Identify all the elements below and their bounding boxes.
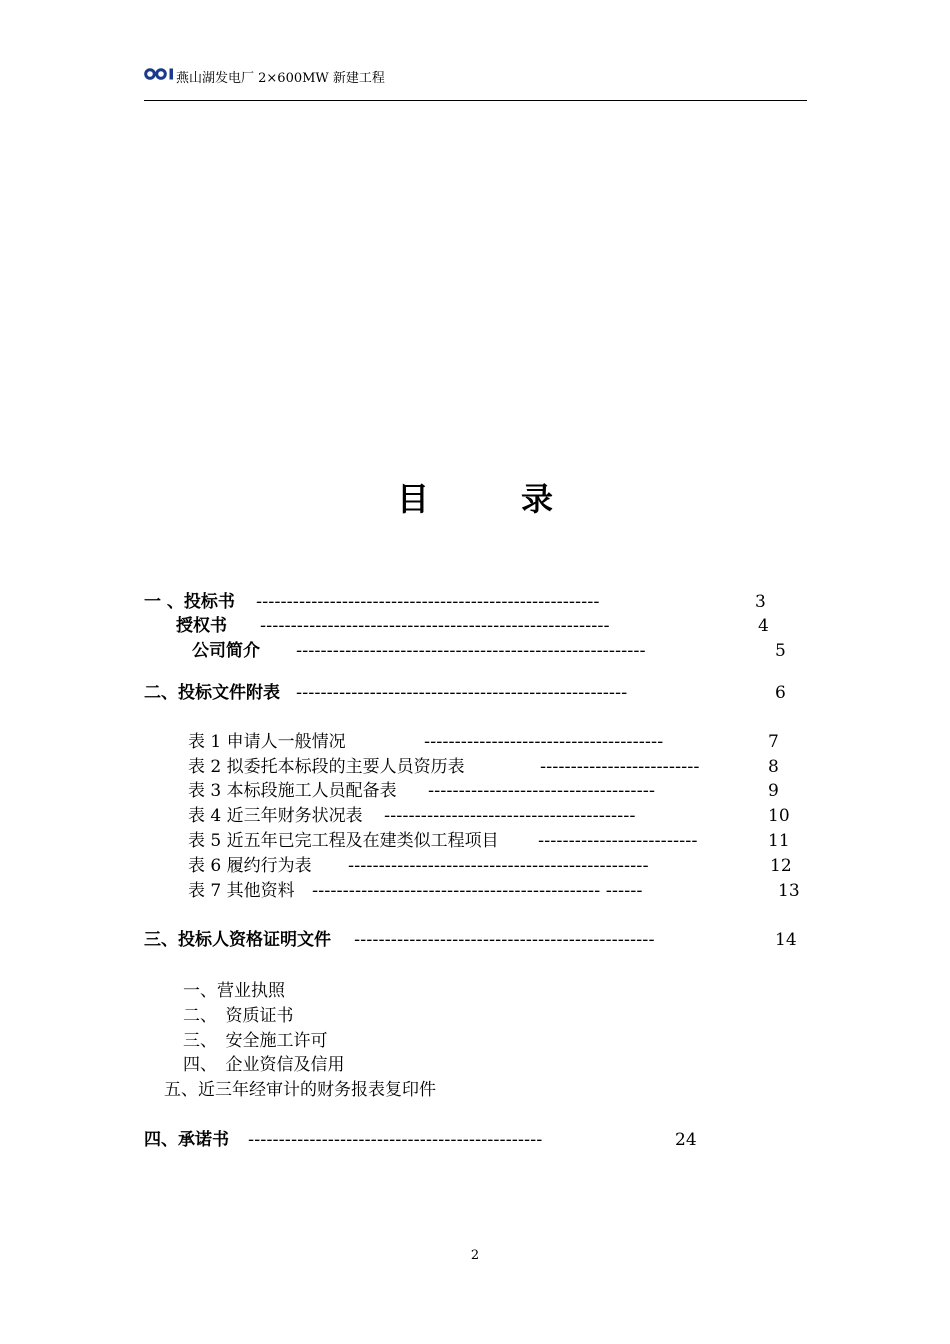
toc-page-number: 3 (755, 592, 766, 612)
toc-page-number: 9 (768, 781, 779, 801)
toc-entry-label: 表 7 其他资料 (188, 881, 295, 901)
toc-leader-dots: ----------------------------------------------- ------ (312, 881, 643, 901)
page-number: 2 (470, 1248, 480, 1263)
toc-leader-dots: -------------------------- (538, 831, 698, 851)
toc-page-number: 6 (775, 683, 786, 703)
toc-entry-label: 三、投标人资格证明文件 (144, 930, 331, 950)
toc-leader-dots: ------------------------------------------------- (354, 930, 655, 950)
toc-title: 目 录 (396, 480, 583, 518)
toc-leader-dots: -------------------------- (540, 757, 700, 777)
toc-entry-label: 表 4 近三年财务状况表 (188, 806, 363, 826)
toc-leader-dots: --------------------------------------- (424, 732, 664, 752)
toc-page-number: 14 (775, 930, 797, 950)
toc-entry-label: 一、营业执照 (183, 981, 285, 1001)
toc-page-number: 8 (768, 757, 779, 777)
toc-entry-label: 五、近三年经审计的财务报表复印件 (164, 1080, 436, 1100)
toc-page-number: 10 (768, 806, 790, 826)
toc-entry-label: 二、投标文件附表 (144, 683, 280, 703)
header-divider (144, 100, 807, 101)
page-header (144, 64, 807, 100)
toc-entry-label: 授权书 (176, 616, 227, 636)
toc-entry-label: 二、 资质证书 (183, 1006, 294, 1026)
toc-entry-label: 表 2 拟委托本标段的主要人员资历表 (188, 757, 465, 777)
toc-leader-dots: ------------------------------------------------- (348, 856, 649, 876)
toc-entry-label: 表 6 履约行为表 (188, 856, 312, 876)
toc-page-number: 11 (768, 831, 790, 851)
toc-leader-dots: --------------------------------------------------------- (296, 641, 646, 661)
toc-leader-dots: ------------------------------------- (428, 781, 655, 801)
toc-leader-dots: ------------------------------------------------------ (296, 683, 628, 703)
toc-subitem-business-license[interactable] (183, 980, 285, 1002)
toc-entry-label: 四、承诺书 (144, 1130, 229, 1150)
toc-page-number: 7 (768, 732, 779, 752)
toc-entry-label: 表 3 本标段施工人员配备表 (188, 781, 397, 801)
toc-page-number: 5 (775, 641, 786, 661)
toc-entry-label: 一 、投标书 (144, 592, 235, 612)
toc-page-number: 13 (778, 881, 800, 901)
toc-entry-label: 三、 安全施工许可 (183, 1031, 328, 1051)
toc-page-number: 24 (675, 1130, 697, 1150)
toc-subitem-qualification-cert[interactable] (183, 1005, 294, 1027)
toc-page-number: 12 (770, 856, 792, 876)
company-logo-icon (144, 66, 176, 82)
toc-leader-dots: -------------------------------------------------------- (256, 592, 600, 612)
header-title: 燕山湖发电厂 2×600MW 新建工程 (176, 71, 385, 86)
toc-entry-label: 表 5 近五年已完工程及在建类似工程项目 (188, 831, 499, 851)
toc-leader-dots: --------------------------------------------------------- (260, 616, 610, 636)
toc-subitem-financial-statements[interactable] (164, 1079, 436, 1101)
toc-entry-label: 公司简介 (192, 641, 260, 661)
toc-entry-label: 表 1 申请人一般情况 (188, 732, 346, 752)
toc-leader-dots: ----------------------------------------- (384, 806, 636, 826)
toc-page-number: 4 (758, 616, 769, 636)
toc-entry-label: 四、 企业资信及信用 (183, 1055, 345, 1075)
toc-subitem-safety-permit[interactable] (183, 1030, 328, 1052)
toc-leader-dots: ------------------------------------------------ (248, 1130, 543, 1150)
toc-subitem-credit[interactable] (183, 1054, 345, 1076)
